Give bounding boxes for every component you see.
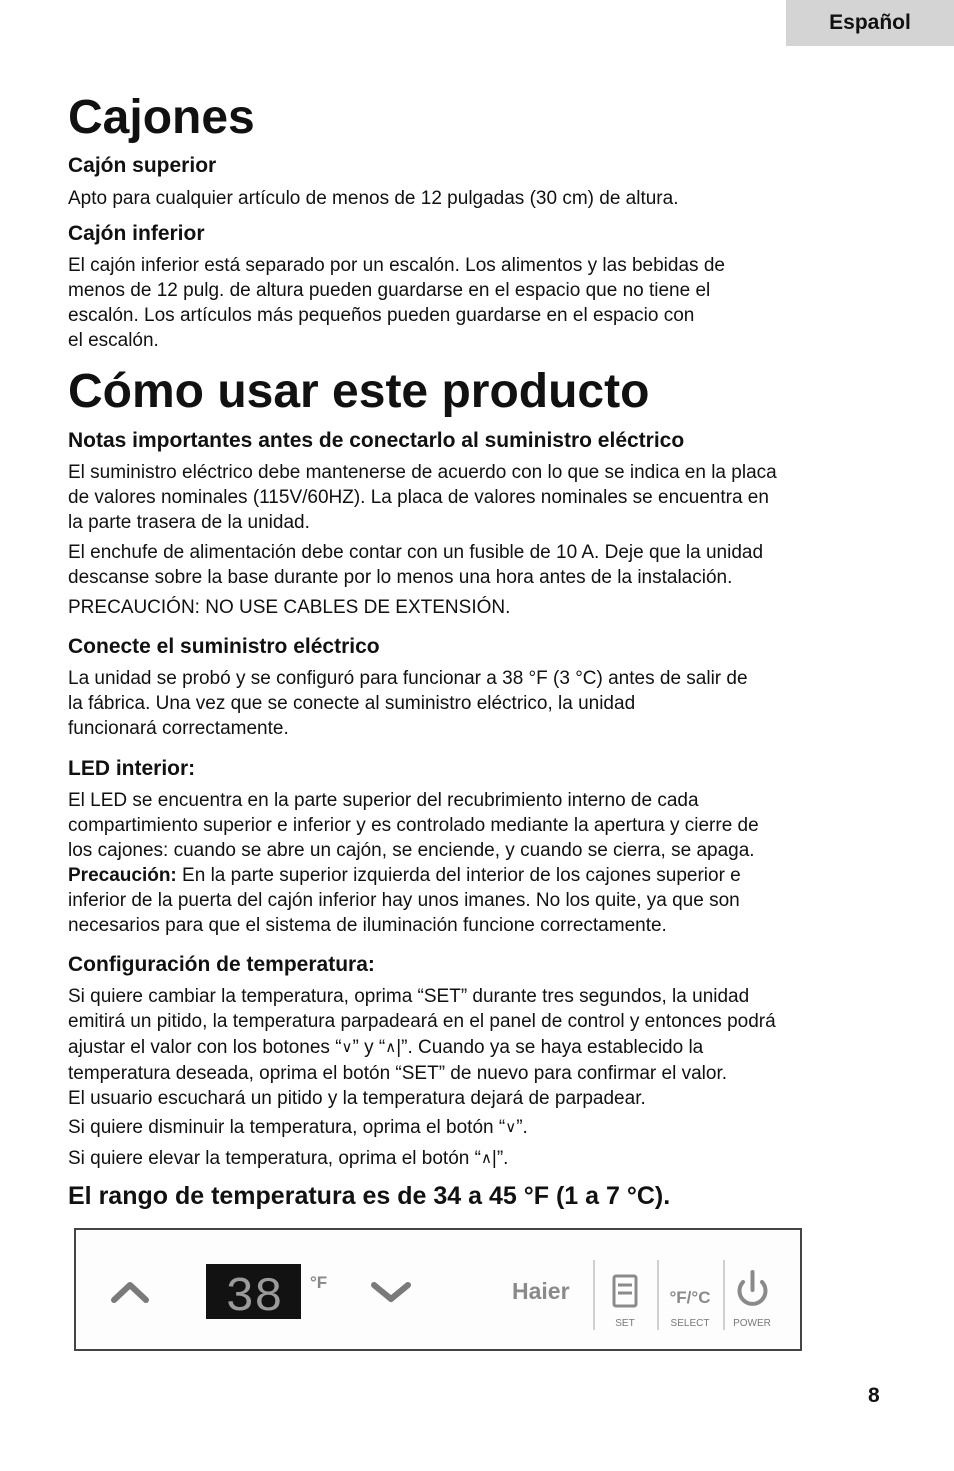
heading-notas: Notas importantes antes de conectarlo al suministro eléctrico [68, 429, 685, 452]
body-line: emitirá un pitido, la temperatura parpadeará en el panel de control y entonces podrá [68, 1011, 776, 1032]
body-line: menos de 12 pulg. de altura pueden guardarse en el espacio que no tiene el [68, 280, 711, 301]
body-line: El LED se encuentra en la parte superior del recubrimiento interno de cada [68, 790, 699, 811]
page-number: 8 [868, 1384, 880, 1407]
body-line: la fábrica. Una vez que se conecte al suministro eléctrico, la unidad [68, 693, 636, 714]
section-title-cajones: Cajones [68, 91, 255, 144]
heading-conecte: Conecte el suministro eléctrico [68, 635, 380, 658]
temperature-range-heading: El rango de temperatura es de 34 a 45 °F (1 a 7 °C). [68, 1182, 671, 1210]
language-tab: Español [786, 0, 954, 46]
heading-led: LED interior: [68, 757, 196, 780]
body-line: Si quiere elevar la temperatura, oprima el botón “∧|”. [68, 1148, 509, 1169]
temperature-display [206, 1264, 327, 1325]
heading-cajon-inferior: Cajón inferior [68, 222, 205, 245]
text-segment: Si quiere elevar la temperatura, oprima el botón “ [68, 1148, 481, 1169]
power-button[interactable] [733, 1272, 771, 1329]
power-icon [740, 1272, 766, 1304]
up-arrow-icon: ∧ [480, 1150, 492, 1167]
body-line: inferior de la puerta del cajón inferior hay unos imanes. No los quite, ya que son [68, 890, 740, 911]
up-arrow-icon: ∧ [385, 1039, 397, 1056]
heading-config-temp: Configuración de temperatura: [68, 953, 375, 976]
body-line: El usuario escuchará un pitido y la temperatura dejará de parpadear. [68, 1088, 646, 1109]
text-segment: ”. [496, 1148, 509, 1169]
body-line: la parte trasera de la unidad. [68, 512, 310, 533]
body-line: El suministro eléctrico debe mantenerse de acuerdo con lo que se indica en la placa [68, 462, 777, 483]
body-line: El enchufe de alimentación debe contar con un fusible de 10 A. Deje que la unidad [68, 542, 764, 563]
text-segment: ”. Cuando ya se haya establecido la [401, 1037, 704, 1058]
body-line: escalón. Los artículos más pequeños pueden guardarse en el espacio con [68, 305, 695, 326]
body-line: ajustar el valor con los botones “∨” y “∧|”. Cuando ya se haya establecido la [68, 1037, 704, 1058]
down-arrow-icon: ∨ [341, 1039, 353, 1056]
body-line: La unidad se probó y se configuró para funcionar a 38 °F (3 °C) antes de salir de [68, 668, 748, 689]
text-segment: ” y “ [352, 1037, 386, 1058]
body-line: temperatura deseada, oprima el botón “SET” de nuevo para confirmar el valor. [68, 1063, 728, 1084]
text-segment: ”. [516, 1117, 528, 1138]
control-panel [74, 1228, 802, 1351]
unit-toggle-icon: °F/°C [669, 1288, 711, 1307]
body-line: PRECAUCIÓN: NO USE CABLES DE EXTENSIÓN. [68, 597, 511, 618]
body-line: de valores nominales (115V/60HZ). La placa de valores nominales se encuentra en [68, 487, 769, 508]
body-line: el escalón. [68, 330, 159, 351]
set-button[interactable] [614, 1276, 636, 1329]
body-line: Si quiere cambiar la temperatura, oprima “SET” durante tres segundos, la unidad [68, 986, 750, 1007]
up-arrow-icon[interactable] [114, 1285, 146, 1300]
caution-label: Precaución: [68, 865, 177, 886]
section-title-como-usar: Cómo usar este producto [68, 365, 650, 418]
caution-line [68, 863, 741, 888]
body-line [68, 1115, 528, 1140]
display-value: 38 [225, 1271, 283, 1325]
body-line: El cajón inferior está separado por un escalón. Los alimentos y las bebidas de [68, 255, 725, 276]
display-unit: °F [310, 1273, 328, 1292]
body-line: descanse sobre la base durante por lo menos una hora antes de la instalación. [68, 567, 733, 588]
down-arrow-icon: ∨ [505, 1119, 517, 1136]
power-label: POWER [733, 1318, 771, 1329]
body-line: necesarios para que el sistema de iluminación funcione correctamente. [68, 915, 667, 936]
body-line: compartimiento superior e inferior y es controlado mediante la apertura y cierre de [68, 815, 759, 836]
down-arrow-icon[interactable] [374, 1285, 408, 1299]
select-button[interactable] [670, 1288, 711, 1329]
body-line: los cajones: cuando se abre un cajón, se enciende, y cuando se cierra, se apaga. [68, 840, 755, 861]
heading-cajon-superior: Cajón superior [68, 154, 217, 177]
body-line: funcionará correctamente. [68, 718, 289, 739]
brand-logo: Haier [512, 1278, 570, 1304]
text-segment: ajustar el valor con los botones “ [68, 1037, 342, 1058]
text-segment: Si quiere disminuir la temperatura, oprima el botón “ [68, 1117, 506, 1138]
set-label: SET [615, 1318, 635, 1329]
select-label: SELECT [670, 1318, 710, 1329]
caution-text: En la parte superior izquierda del interior de los cajones superior e [176, 865, 741, 886]
body-line: Apto para cualquier artículo de menos de 12 pulgadas (30 cm) de altura. [68, 188, 679, 209]
